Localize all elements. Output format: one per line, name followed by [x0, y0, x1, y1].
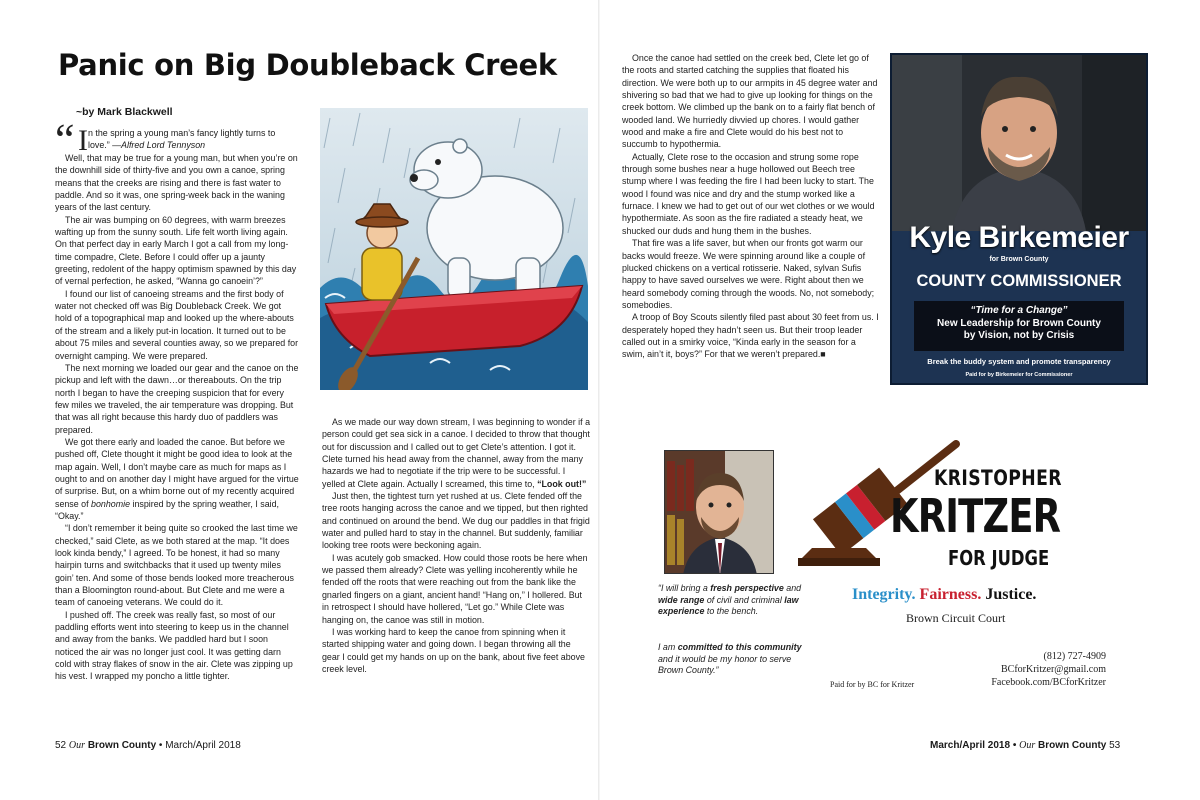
platform-line: Break the buddy system and promote transparency	[927, 357, 1111, 366]
paragraph: “I don’t remember it being quite so crooked the last time we checked,” said Clete, as we both stared at the map. “It does look kinda bendy,” I agreed. To be honest, it had so many hairpin turns and switchbacks that it used up twenty miles goin’ ten. And some of those bends looked more treacherous than a Bloomington round-about. But Clete and me were a team of canoeing veterans. We could do it.	[55, 523, 298, 608]
paragraph	[622, 311, 880, 360]
candidate-office: COUNTY COMMISSIONER	[916, 272, 1122, 290]
value-fairness: Fairness.	[919, 586, 982, 603]
kritzer-email: BCforKritzer@gmail.com	[1000, 664, 1106, 675]
right-page	[600, 0, 1200, 800]
kritzer-quote-1	[658, 583, 808, 618]
value-integrity: Integrity.	[852, 586, 916, 603]
kritzer-facebook: Facebook.com/BCforKritzer	[991, 677, 1106, 688]
kritzer-phone: (812) 727-4909	[1043, 651, 1106, 662]
paid-for-line: Paid for by Birkemeier for Commissioner	[965, 372, 1073, 378]
paragraph: I pushed off. The creek was really fast, so most of our paddling efforts went into steering to keep us in the channel and away from the banks. We paddled hard but I soon noticed the air was no longer just cool. It was getting darn cold with stray flakes of snow in the air. Clete was zipping up his vest. I wrapped my poncho a little tighter.	[55, 609, 293, 682]
kritzer-quote-2	[658, 642, 808, 677]
kritzer-first-name: KRISTOPHER	[934, 466, 1062, 490]
intro-attribution: Alfred Lord Tennyson	[121, 140, 206, 151]
paragraph	[55, 436, 299, 522]
quote-text: of civil and criminal	[704, 594, 785, 605]
paragraph: That fire was a life saver, but when our fronts got warm our backs would freeze. We were spinning around like a couple of plucked chickens on a vertical rotisserie. Naked, sylvan Sufis happy to have saved ourselves we were. Right about then we heard somebody coming through the woods. No, not somebody; somebodies.	[622, 238, 875, 310]
quote-text: I am	[658, 642, 678, 652]
article-byline: ~by Mark Blackwell	[76, 106, 173, 118]
candidate-county: for Brown County	[989, 256, 1049, 263]
paragraph: I was acutely gob smacked. How could those roots be here when we passed them already? Clete was yelling incoherently while he fended off the roots that were reaching out from the bank like the gnarled fingers on a giant, ancient hand! “Hang on,” I hollered. But in retrospect I should have hollered, “Let go.” While Clete was hanging on, the canoe was still in motion.	[322, 552, 588, 625]
kritzer-last-name: KRITZER	[890, 489, 1061, 543]
footer-left	[55, 740, 241, 751]
article-title: Panic on Big Doubleback Creek	[58, 48, 557, 82]
end-mark: ■	[820, 349, 826, 360]
paragraph	[322, 416, 590, 490]
paragraph: I found our list of canoeing streams and the first body of water not checked off was Big Doubleback Creek. We got hold of a topographical map and looked up the where-abouts of the stream and a likely put-in location. It turned out to be about 75 miles and several counties away, so we prepared for overnight camping. We were prepared.	[55, 288, 299, 361]
article-intro	[88, 127, 298, 152]
paragraph-text: We got there early and loaded the canoe. But before we pushed off, Clete thought it might be good idea to look at the map again. Well, I don’t maybe care as much for maps as I ought to and on another day I might have argued for the virtue of surprise. But, on a whim borne out of my recently acquired sense of	[55, 436, 299, 509]
kritzer-court: Brown Circuit Court	[906, 611, 1006, 625]
article-column-3	[622, 52, 880, 361]
paragraph: Actually, Clete rose to the occasion and strung some rope through some bushes near a huge hollowed out Beech tree stump where I was feeding the fire I had been lucky to start. The wood I found was nice and dry and the stump worked like a furnace. I knew we had to get out of our wet clothes or we would hypothermiate. As soon as the fire radiated a steady heat, we shucked our duds and hung them in the bushes.	[622, 151, 875, 236]
article-column-1	[55, 152, 299, 683]
paragraph: I was working hard to keep the canoe from spinning when it started shipping water and going down. I began throwing all the gear I could get my hands on up on the bank, about five feet above creek level.	[322, 626, 585, 674]
issue-date: • March/April 2018	[158, 740, 241, 751]
magazine-brand: Our	[1019, 740, 1036, 751]
magazine-name: Brown County	[1038, 740, 1107, 751]
intro-text: n the spring a young man’s fancy lightly turns to love.” —	[88, 128, 276, 151]
kritzer-photo	[664, 450, 774, 574]
issue-date: March/April 2018 •	[930, 740, 1017, 751]
paragraph-text: inspired by the spring weather, I said, “Okay.”	[55, 498, 280, 521]
quote-bold: committed to this community	[677, 642, 802, 652]
kritzer-values	[852, 586, 1036, 604]
tagline-1: New Leadership for Brown County	[937, 318, 1101, 329]
drop-quote-mark: “	[55, 115, 75, 164]
kritzer-contact	[976, 650, 1106, 689]
italic-word: bonhomie	[91, 498, 131, 509]
paragraph: Once the canoe had settled on the creek bed, Clete let go of the roots and started catching the supplies that floated his direction. We were both up to our armpits in 45 degree water and shivering so bad that we had to give up looking for things on the creek bottom. We climbed up the bank on to a fairly flat bench of wooded land. We hurriedly divvied up chores. I would gather wood and make a fire and Clete would do his best not to succumb to hypothermia.	[622, 53, 878, 150]
slogan-box	[914, 301, 1124, 351]
paragraph: Just then, the tightest turn yet rushed at us. Clete fended off the tree roots hanging across the canoe and we tipped, but then righted and continued on around the bend. We dug our paddles in that frigid water and pulled hard to stay in the channel. But suddenly, familiar looking tree roots were beckoning again.	[322, 491, 590, 551]
quote-bold: law experience	[658, 594, 799, 617]
candidate-photo	[892, 55, 1146, 231]
page-number: 52	[55, 740, 67, 751]
drop-cap: I	[78, 124, 88, 157]
paragraph-text: As we made our way down stream, I was beginning to wonder if a person could get sea sick in a canoe. I decided to throw that thought out for discussion and I called out to get Clete’s attention. I got it. Clete turned his head away from the channel, away from the many hazards we had to negotiate if the trip were to be successful. I yelled at Clete again. Actually I screamed, this time to,	[322, 417, 590, 489]
quote-bold: wide range	[658, 594, 705, 605]
paragraph: The air was bumping on 60 degrees, with warm breezes wafting up from the sunny south. Life felt worth living again. On that perfect day in early March I got a call from my long-time compadre, Clete. Before I could offer up a jaunty greeting, redolent of the happy optimism spawned by this day of vernal perfection, he asked, “Wanna go canoein’?”	[55, 214, 297, 287]
quote-text: and	[783, 583, 802, 593]
magazine-name: Brown County	[87, 740, 157, 751]
page-number: 53	[1109, 740, 1121, 751]
kritzer-paid-for: Paid for by BC for Kritzer	[830, 680, 915, 689]
slogan: “Time for a Change”	[970, 305, 1068, 316]
footer-right	[930, 740, 1120, 751]
quote-text: and it would be my honor to serve Brown County.”	[658, 653, 792, 676]
value-justice: Justice.	[985, 586, 1037, 603]
magazine-brand: Our	[68, 740, 86, 751]
paragraph: The next morning we loaded our gear and the canoe on the pickup and left with the dawn…or thereabouts. On the trip north I began to have the creeping suspicion that for every few miles we traveled, the air temperature was dropping. But that was all right because this hardy duo of paddlers was prepared.	[55, 362, 299, 435]
quote-bold: fresh perspective	[710, 583, 784, 593]
paragraph: Well, that may be true for a young man, but when you’re on the downhill side of thirty-five and you own a canoe, spring means that the creeks are rising and there is fast water to paddle. And so it was, one spring-week back in the waning years of the last century.	[55, 153, 298, 213]
kritzer-for-judge: FOR JUDGE	[948, 546, 1050, 570]
polar-bear-canoe-illustration	[320, 108, 588, 390]
paragraph-text: A troop of Boy Scouts silently filed past about 30 feet from us. I desperately hoped they hadn’t seen us. But their troop leader called out in a smirky voice, “Kinda early in the season for a swim, ain’t it, boys?” For that we weren’t prepared.	[622, 312, 879, 360]
tagline-2: by Vision, not by Crisis	[963, 330, 1075, 341]
bold-exclamation: “Look out!”	[537, 478, 587, 489]
quote-text: to the bench.	[704, 606, 759, 617]
quote-text: “I will bring a	[658, 583, 711, 593]
candidate-name: Kyle Birkemeier	[909, 221, 1129, 254]
article-column-2	[322, 416, 590, 675]
kyle-birkemeier-ad	[890, 53, 1148, 385]
